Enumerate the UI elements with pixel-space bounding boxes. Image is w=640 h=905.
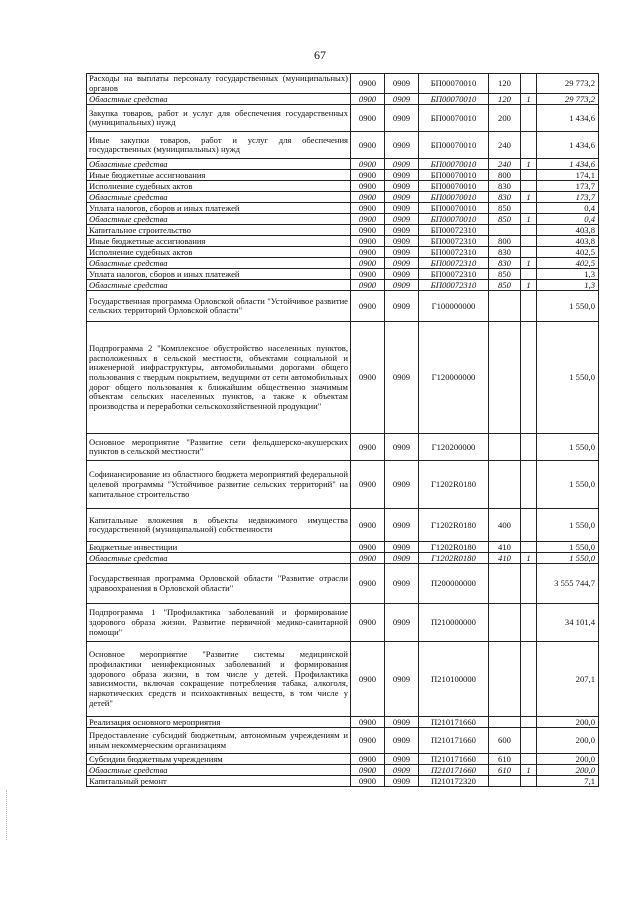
row-expense-type [489,776,521,787]
row-target-article: П210171660 [419,765,489,776]
row-expense-type: 240 [489,159,521,170]
row-section: 0900 [351,754,385,765]
row-target-article: П210171660 [419,717,489,728]
row-section: 0900 [351,214,385,225]
row-funding-source [521,247,537,258]
row-section: 0900 [351,258,385,269]
table-row [87,132,599,159]
row-subsection: 0909 [385,258,419,269]
row-expense-type [489,717,521,728]
row-section: 0900 [351,564,385,604]
table-row [87,291,599,322]
row-expense-type [489,604,521,642]
table-row [87,170,599,181]
row-section: 0900 [351,322,385,434]
row-amount: 200,0 [537,765,599,776]
table-row [87,642,599,717]
row-name: Иные бюджетные ассигнования [87,170,351,181]
row-amount: 1,3 [537,280,599,291]
table-row [87,604,599,642]
row-amount: 173,7 [537,192,599,203]
table-row [87,159,599,170]
row-expense-type: 610 [489,754,521,765]
row-expense-type: 800 [489,236,521,247]
row-target-article: БП00070010 [419,192,489,203]
row-name: Подпрограмма 2 "Комплексное обустройство населенных пунктов, расположенных в сельской местности, объектами социальной и инженерной инфраструктуры, автомобильными дорогами общего пользования с твердым покрытием, ведущими от сети автомобильных дорог общего пользования к ближайшим общественно значимым объектам сельских населенных пунктов, а также к объектам производства и переработки сельскохозяйственной продукции" [87,322,351,434]
row-funding-source [521,236,537,247]
row-subsection: 0909 [385,509,419,542]
row-target-article: БП00070010 [419,181,489,192]
row-target-article: БП00070010 [419,159,489,170]
row-name: Бюджетные инвестиции [87,542,351,553]
row-subsection: 0909 [385,461,419,509]
row-amount: 29 773,2 [537,74,599,94]
table-row [87,728,599,754]
row-subsection: 0909 [385,214,419,225]
row-name: Исполнение судебных актов [87,181,351,192]
row-funding-source: 1 [521,214,537,225]
row-expense-type [489,225,521,236]
row-expense-type: 800 [489,170,521,181]
row-expense-type: 410 [489,553,521,564]
row-name: Субсидии бюджетным учреждениям [87,754,351,765]
row-subsection: 0909 [385,754,419,765]
row-amount: 29 773,2 [537,94,599,105]
budget-table [86,73,599,787]
row-subsection: 0909 [385,181,419,192]
row-amount: 173,7 [537,181,599,192]
row-section: 0900 [351,203,385,214]
table-row [87,214,599,225]
row-amount: 7,1 [537,776,599,787]
row-amount: 1 550,0 [537,553,599,564]
row-section: 0900 [351,170,385,181]
row-section: 0900 [351,192,385,203]
row-expense-type [489,291,521,322]
row-amount: 174,1 [537,170,599,181]
row-funding-source [521,225,537,236]
row-target-article: Г1202R0180 [419,542,489,553]
table-row [87,322,599,434]
row-amount: 403,8 [537,225,599,236]
row-target-article: БП00070010 [419,105,489,132]
row-target-article: П200000000 [419,564,489,604]
row-target-article: Г120200000 [419,434,489,461]
table-row [87,247,599,258]
row-target-article: БП00072310 [419,258,489,269]
table-row [87,269,599,280]
row-expense-type: 850 [489,269,521,280]
row-expense-type: 830 [489,192,521,203]
row-target-article: П210171660 [419,754,489,765]
row-name: Областные средства [87,159,351,170]
table-row [87,236,599,247]
row-subsection: 0909 [385,717,419,728]
table-row [87,434,599,461]
row-amount: 200,0 [537,717,599,728]
row-section: 0900 [351,728,385,754]
table-row [87,553,599,564]
row-funding-source: 1 [521,159,537,170]
row-funding-source [521,291,537,322]
row-expense-type [489,434,521,461]
row-expense-type [489,564,521,604]
row-name: Реализация основного мероприятия [87,717,351,728]
row-name: Иные бюджетные ассигнования [87,236,351,247]
row-subsection: 0909 [385,776,419,787]
row-funding-source [521,509,537,542]
row-subsection: 0909 [385,94,419,105]
row-subsection: 0909 [385,269,419,280]
row-target-article: Г1202R0180 [419,553,489,564]
row-name: Основное мероприятие "Развитие системы медицинской профилактики неинфекционных заболеваний и формирования здорового образа жизни, в том числе у детей. Профилактика зависимости, включая сокращение потребления табака, алкоголя, наркотических средств и психоактивных веществ, в том числе у детей" [87,642,351,717]
row-amount: 34 101,4 [537,604,599,642]
row-target-article: БП00072310 [419,280,489,291]
row-section: 0900 [351,642,385,717]
row-name: Областные средства [87,553,351,564]
table-row [87,192,599,203]
row-expense-type [489,322,521,434]
row-funding-source: 1 [521,280,537,291]
table-row [87,105,599,132]
row-section: 0900 [351,74,385,94]
row-amount: 207,1 [537,642,599,717]
row-target-article: Г1202R0180 [419,509,489,542]
row-target-article: П210171660 [419,728,489,754]
row-name: Капитальное строительство [87,225,351,236]
row-subsection: 0909 [385,291,419,322]
row-name: Областные средства [87,280,351,291]
row-section: 0900 [351,542,385,553]
table-row [87,754,599,765]
row-target-article: БП00070010 [419,74,489,94]
table-row [87,564,599,604]
row-funding-source: 1 [521,765,537,776]
row-funding-source [521,105,537,132]
row-target-article: Г120000000 [419,322,489,434]
row-target-article: БП00070010 [419,203,489,214]
row-funding-source [521,181,537,192]
row-funding-source [521,717,537,728]
row-amount: 1 550,0 [537,322,599,434]
row-section: 0900 [351,553,385,564]
row-funding-source [521,132,537,159]
row-name: Государственная программа Орловской области "Развитие отрасли здравоохранения в Орловской области" [87,564,351,604]
row-section: 0900 [351,247,385,258]
row-expense-type: 830 [489,247,521,258]
row-section: 0900 [351,181,385,192]
row-section: 0900 [351,132,385,159]
row-amount: 1 550,0 [537,509,599,542]
table-row [87,509,599,542]
row-section: 0900 [351,94,385,105]
table-row [87,94,599,105]
row-name: Основное мероприятие "Развитие сети фельдшерско-акушерских пунктов в сельской местности" [87,434,351,461]
row-funding-source: 1 [521,192,537,203]
row-funding-source [521,776,537,787]
row-subsection: 0909 [385,132,419,159]
row-amount: 1 550,0 [537,434,599,461]
row-amount: 403,8 [537,236,599,247]
row-amount: 402,5 [537,258,599,269]
row-section: 0900 [351,604,385,642]
row-funding-source [521,74,537,94]
row-subsection: 0909 [385,553,419,564]
row-section: 0900 [351,280,385,291]
row-subsection: 0909 [385,564,419,604]
row-name: Предоставление субсидий бюджетным, автономным учреждениям и иным некоммерческим организациям [87,728,351,754]
row-section: 0900 [351,461,385,509]
row-section: 0900 [351,717,385,728]
table-row [87,765,599,776]
margin-mark [6,790,8,840]
row-subsection: 0909 [385,74,419,94]
table-row [87,181,599,192]
row-amount: 1 550,0 [537,461,599,509]
table-row [87,280,599,291]
row-target-article: БП00072310 [419,269,489,280]
row-name: Областные средства [87,192,351,203]
row-name: Закупка товаров, работ и услуг для обеспечения государственных (муниципальных) нужд [87,105,351,132]
row-subsection: 0909 [385,170,419,181]
row-section: 0900 [351,434,385,461]
row-subsection: 0909 [385,159,419,170]
row-funding-source [521,434,537,461]
row-expense-type [489,461,521,509]
row-name: Иные закупки товаров, работ и услуг для обеспечения государственных (муниципальных) нужд [87,132,351,159]
row-name: Софинансирование из областного бюджета мероприятий федеральной целевой программы "Устойчивое развитие сельских территорий" на капитальное строительство [87,461,351,509]
row-name: Капитальные вложения в объекты недвижимого имущества государственной (муниципальной) собственности [87,509,351,542]
row-section: 0900 [351,159,385,170]
row-funding-source [521,642,537,717]
row-subsection: 0909 [385,542,419,553]
row-section: 0900 [351,776,385,787]
page-number: 67 [314,48,326,62]
row-expense-type [489,642,521,717]
row-name: Областные средства [87,214,351,225]
row-expense-type: 850 [489,203,521,214]
row-funding-source: 1 [521,553,537,564]
row-subsection: 0909 [385,322,419,434]
row-funding-source: 1 [521,258,537,269]
row-expense-type: 850 [489,214,521,225]
row-subsection: 0909 [385,247,419,258]
table-row [87,717,599,728]
table-row [87,776,599,787]
row-section: 0900 [351,291,385,322]
row-name: Исполнение судебных актов [87,247,351,258]
row-amount: 1 550,0 [537,291,599,322]
row-target-article: БП00072310 [419,236,489,247]
row-expense-type: 400 [489,509,521,542]
row-target-article: П210000000 [419,604,489,642]
row-funding-source [521,542,537,553]
row-amount: 402,5 [537,247,599,258]
table-row [87,225,599,236]
row-target-article: Г1202R0180 [419,461,489,509]
row-subsection: 0909 [385,203,419,214]
row-name: Областные средства [87,258,351,269]
table-row [87,258,599,269]
row-subsection: 0909 [385,105,419,132]
table-row [87,461,599,509]
row-subsection: 0909 [385,728,419,754]
row-amount: 1 434,6 [537,105,599,132]
row-target-article: П210172320 [419,776,489,787]
row-subsection: 0909 [385,434,419,461]
row-expense-type: 830 [489,181,521,192]
row-funding-source [521,170,537,181]
row-amount: 1 434,6 [537,159,599,170]
budget-table-body [87,74,599,787]
row-section: 0900 [351,269,385,280]
row-section: 0900 [351,509,385,542]
row-section: 0900 [351,225,385,236]
row-funding-source [521,604,537,642]
row-name: Подпрограмма 1 "Профилактика заболеваний и формирование здорового образа жизни. Развитие первичной медико-санитарной помощи" [87,604,351,642]
row-target-article: Г100000000 [419,291,489,322]
row-funding-source [521,269,537,280]
row-subsection: 0909 [385,765,419,776]
row-expense-type: 240 [489,132,521,159]
row-expense-type: 600 [489,728,521,754]
row-name: Уплата налогов, сборов и иных платежей [87,269,351,280]
row-expense-type: 120 [489,94,521,105]
row-target-article: БП00070010 [419,170,489,181]
row-target-article: БП00070010 [419,132,489,159]
row-target-article: БП00072310 [419,225,489,236]
row-funding-source [521,461,537,509]
row-amount: 1,3 [537,269,599,280]
row-amount: 0,4 [537,214,599,225]
row-subsection: 0909 [385,236,419,247]
row-expense-type: 830 [489,258,521,269]
row-funding-source [521,564,537,604]
row-subsection: 0909 [385,280,419,291]
row-funding-source [521,754,537,765]
row-target-article: БП00070010 [419,214,489,225]
row-funding-source [521,728,537,754]
row-name: Капитальный ремонт [87,776,351,787]
table-row [87,74,599,94]
row-amount: 200,0 [537,754,599,765]
row-amount: 3 555 744,7 [537,564,599,604]
row-expense-type: 610 [489,765,521,776]
row-amount: 200,0 [537,728,599,754]
row-expense-type: 410 [489,542,521,553]
row-expense-type: 120 [489,74,521,94]
row-expense-type: 200 [489,105,521,132]
row-funding-source [521,322,537,434]
row-section: 0900 [351,236,385,247]
row-name: Расходы на выплаты персоналу государственных (муниципальных) органов [87,74,351,94]
row-target-article: П210100000 [419,642,489,717]
row-name: Областные средства [87,94,351,105]
row-name: Областные средства [87,765,351,776]
row-target-article: БП00070010 [419,94,489,105]
row-amount: 0,4 [537,203,599,214]
row-section: 0900 [351,765,385,776]
row-amount: 1 434,6 [537,132,599,159]
row-subsection: 0909 [385,642,419,717]
row-subsection: 0909 [385,192,419,203]
row-name: Государственная программа Орловской области "Устойчивое развитие сельских территорий Орловской области" [87,291,351,322]
row-amount: 1 550,0 [537,542,599,553]
row-subsection: 0909 [385,604,419,642]
row-funding-source: 1 [521,94,537,105]
row-target-article: БП00072310 [419,247,489,258]
row-section: 0900 [351,105,385,132]
table-row [87,542,599,553]
table-row [87,203,599,214]
row-funding-source [521,203,537,214]
row-subsection: 0909 [385,225,419,236]
row-expense-type: 850 [489,280,521,291]
row-name: Уплата налогов, сборов и иных платежей [87,203,351,214]
